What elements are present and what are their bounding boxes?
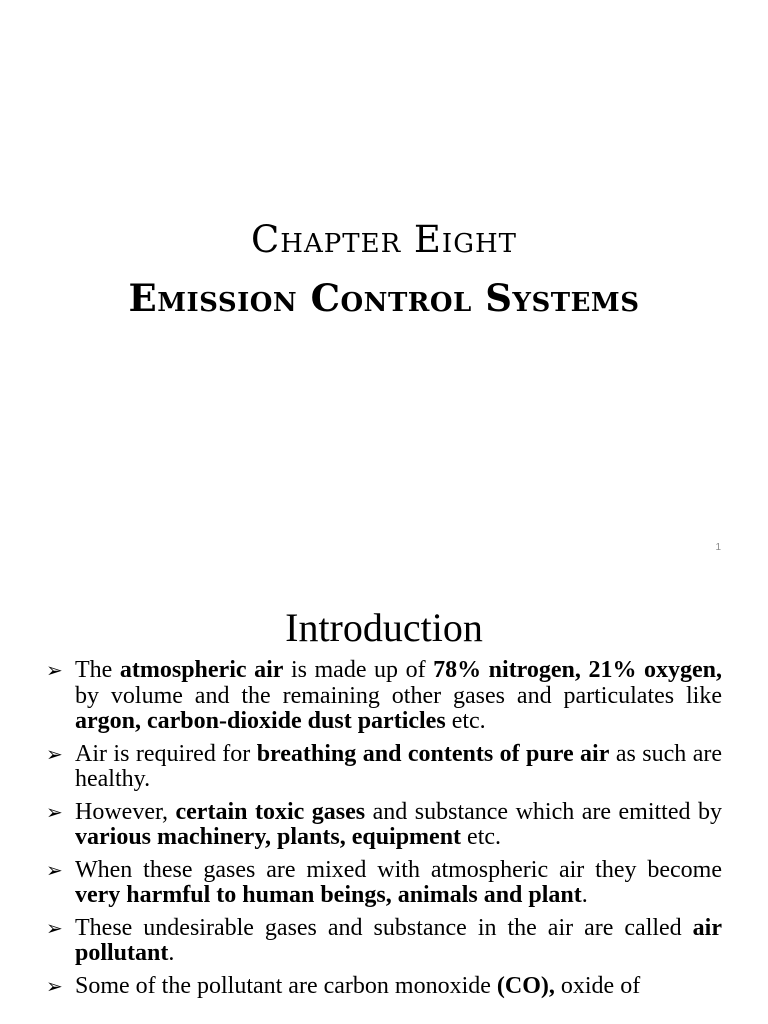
text-run: When these gases are mixed with atmospheric air they become <box>75 856 722 883</box>
bold-text: argon, carbon-dioxide dust particles <box>75 708 446 734</box>
arrow-bullet-icon: ➢ <box>46 973 63 998</box>
bold-text: atmospheric air <box>119 657 284 683</box>
text-run: Some of the pollutant are carbon monoxide <box>75 972 497 999</box>
text-run: However, <box>75 798 176 825</box>
list-item <box>46 800 722 851</box>
bold-text: various machinery, plants, equipment <box>75 824 462 850</box>
text-run: These undesirable gases and substance in the air are called <box>75 914 693 941</box>
bold-text: breathing and contents of pure air <box>256 740 610 767</box>
text-run: etc. <box>461 824 502 850</box>
bold-text: air pollutant <box>75 914 722 966</box>
text-run: as such are healthy. <box>75 740 722 792</box>
text-run: . <box>581 882 588 908</box>
list-item <box>46 974 722 1000</box>
arrow-bullet-icon: ➢ <box>46 741 63 766</box>
list-item <box>46 916 722 967</box>
slide-2 <box>0 576 768 1024</box>
text-run: Air is required for <box>75 740 257 767</box>
text-run: oxide of <box>554 972 641 999</box>
bold-text: (CO), <box>496 972 555 999</box>
arrow-bullet-icon: ➢ <box>46 915 63 940</box>
text-run: etc. <box>445 708 486 734</box>
arrow-bullet-icon: ➢ <box>46 799 63 824</box>
list-item <box>46 858 722 909</box>
text-run: The <box>75 657 120 683</box>
text-run: . <box>168 940 175 966</box>
arrow-bullet-icon: ➢ <box>46 857 63 882</box>
bullet-list <box>46 658 722 1006</box>
bold-text: 78% nitrogen, 21% oxygen, <box>433 657 723 683</box>
list-item <box>46 658 722 735</box>
bold-text: very harmful to human beings, animals and plant <box>75 882 582 908</box>
chapter-heading: Chapter Eight <box>251 218 517 261</box>
bold-text: certain toxic gases <box>175 798 366 825</box>
text-run: by volume and the remaining other gases and particulates like <box>75 682 722 709</box>
page-number: 1 <box>715 542 721 553</box>
section-title: Introduction <box>285 605 483 650</box>
arrow-bullet-icon: ➢ <box>46 658 63 682</box>
chapter-title: Emission Control Systems <box>128 276 640 320</box>
list-item <box>46 742 722 793</box>
text-run: is made up of <box>283 657 434 683</box>
text-run: and substance which are emitted by <box>365 798 722 825</box>
